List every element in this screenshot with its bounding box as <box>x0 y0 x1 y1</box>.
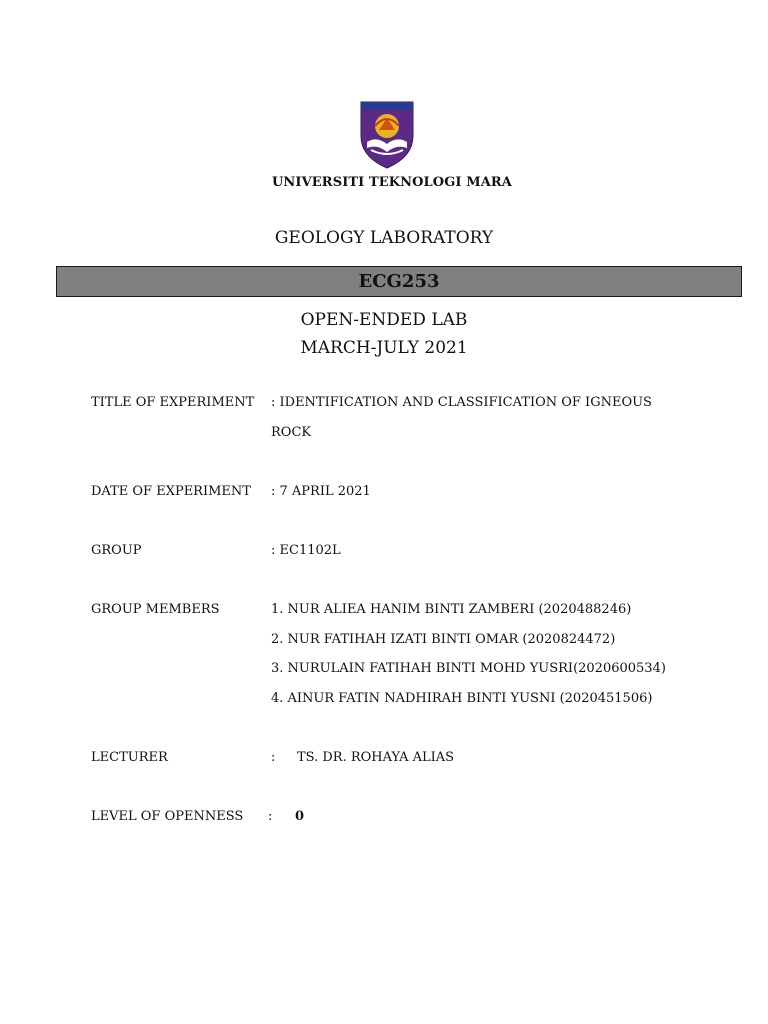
member-item: 4. AINUR FATIN NADHIRAH BINTI YUSNI (2020451506) <box>271 691 653 706</box>
title-value-line2: ROCK <box>271 425 312 440</box>
openness-colon: : <box>268 809 273 824</box>
semester: MARCH-JULY 2021 <box>300 338 468 358</box>
course-code: ECG253 <box>358 271 440 292</box>
date-label: DATE OF EXPERIMENT <box>91 484 251 499</box>
lecturer-colon: : <box>271 750 276 765</box>
title-value-line1: : IDENTIFICATION AND CLASSIFICATION OF IGNEOUS <box>271 395 652 410</box>
member-item: 1. NUR ALIEA HANIM BINTI ZAMBERI (2020488246) <box>271 602 632 617</box>
date-value: : 7 APRIL 2021 <box>271 484 371 499</box>
lab-type: OPEN-ENDED LAB <box>300 310 468 330</box>
group-value: : EC1102L <box>271 543 341 558</box>
university-name: UNIVERSITI TEKNOLOGI MARA <box>272 175 512 190</box>
course-code-bar <box>56 266 742 297</box>
openness-value: 0 <box>295 809 305 824</box>
lecturer-label: LECTURER <box>91 750 168 765</box>
title-label: TITLE OF EXPERIMENT <box>91 395 255 410</box>
lab-title: GEOLOGY LABORATORY <box>274 228 494 248</box>
lecturer-value: TS. DR. ROHAYA ALIAS <box>297 750 455 765</box>
member-item: 3. NURULAIN FATIHAH BINTI MOHD YUSRI(2020600534) <box>271 661 666 676</box>
group-label: GROUP <box>91 543 142 558</box>
openness-label: LEVEL OF OPENNESS <box>91 809 244 824</box>
members-label: GROUP MEMBERS <box>91 602 220 617</box>
uitm-crest-icon <box>357 100 417 170</box>
member-item: 2. NUR FATIHAH IZATI BINTI OMAR (2020824472) <box>271 632 616 647</box>
